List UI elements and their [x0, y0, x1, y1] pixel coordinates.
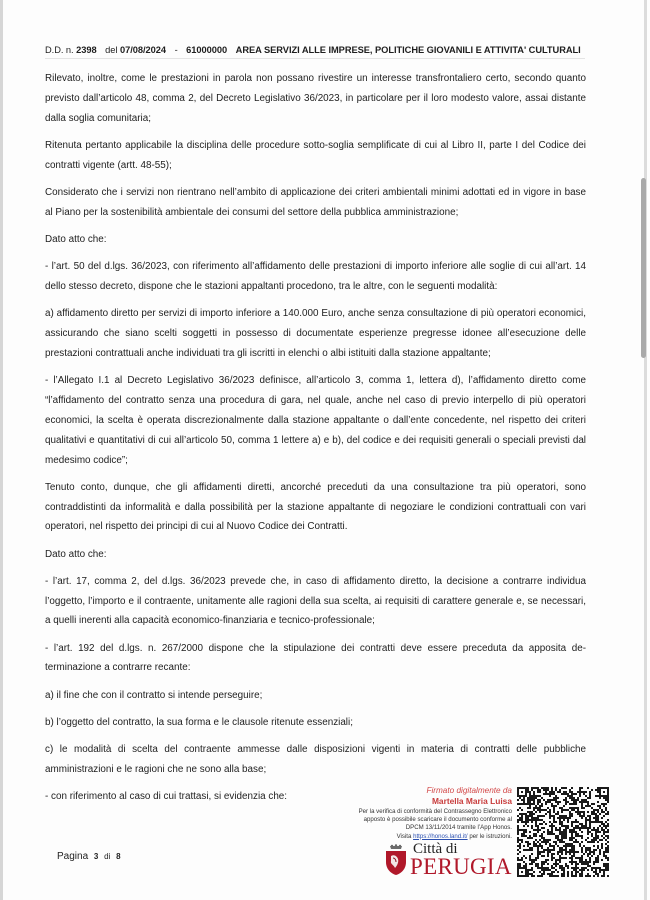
- scrollbar-track[interactable]: [644, 0, 647, 900]
- area-code: 61000000: [186, 45, 228, 55]
- paragraph: Dato atto che:: [45, 548, 107, 560]
- scrollbar-thumb[interactable]: [641, 178, 646, 358]
- paragraph: - l’art. 17, comma 2, del d.lgs. 36/2023 prevede che, in caso di affidamento diretto, la decisione a contrarre individua l’oggetto, l’importo e il contraente, unitamente alle ragioni della sua scelta, ai requisiti di carattere generale e, se necessari, a quelli inerenti alla capacità economico-finanziaria e tecnico-professionale;: [45, 575, 586, 627]
- paragraph: Considerato che i servizi non rientrano nell’ambito di applicazione dei criteri ambientali minimi adottati ed in vigore in base al Piano per la sostenibilità ambientale dei consumi del settore della pubblica amministrazione;: [45, 186, 586, 218]
- pagina-label: Pagina: [57, 851, 89, 862]
- del-label: del: [105, 45, 118, 55]
- di-label: di: [104, 852, 111, 861]
- viewer-left-edge: [0, 0, 3, 900]
- dd-number: 2398: [76, 45, 97, 55]
- qr-modules: [517, 787, 609, 877]
- perugia-coat-of-arms-icon: [385, 844, 407, 876]
- paragraph: Ritenuta pertanto applicabile la disciplina delle procedure sotto-soglia semplificate di cui al Libro II, parte I del Codice dei contratti vigente (artt. 48-55);: [45, 139, 586, 171]
- verification-note: [340, 808, 512, 841]
- paragraph: a) il fine che con il contratto si intende perseguire;: [45, 689, 263, 701]
- note-line: Per la verifica di conformità del Contrassegno Elettronico: [358, 808, 512, 815]
- page-indicator: [57, 851, 124, 862]
- note-line: DPCM 13/11/2014 tramite l’App Honos.: [405, 824, 512, 832]
- dd-label: D.D. n.: [45, 45, 74, 55]
- digital-signature-block: [340, 786, 512, 841]
- note-line: apposto è possibile scaricare il documento conforme al: [363, 816, 512, 824]
- total-pages: 8: [116, 852, 121, 861]
- paragraph: Dato atto che:: [45, 233, 107, 245]
- header-separator: -: [174, 45, 178, 55]
- document-date: 07/08/2024: [119, 45, 167, 55]
- paragraph: - con riferimento al caso di cui trattasi, si evidenzia che:: [45, 790, 288, 802]
- note-line: [340, 833, 512, 841]
- paragraph: b) l’oggetto del contratto, la sua forma e le clausole ritenute essenziali;: [45, 716, 353, 728]
- qr-finder-pattern: [517, 867, 527, 877]
- istruzioni-label: per le istruzioni.: [469, 832, 512, 840]
- qr-finder-pattern: [599, 787, 609, 797]
- document-body: [45, 69, 586, 814]
- current-page: 3: [93, 852, 99, 861]
- area-name: AREA SERVIZI ALLE IMPRESE, POLITICHE GIOVANILI E ATTIVITA' CULTURALI: [235, 45, 581, 55]
- qr-finder-pattern: [517, 787, 527, 797]
- qr-code-icon: [517, 787, 609, 877]
- signer-name: Martella Maria Luisa: [431, 796, 512, 806]
- paragraph: a) affidamento diretto per servizi di importo inferiore a 140.000 Euro, anche senza consultazione di più operatori economici, assicurando che siano scelti soggetti in possesso di documentate esperienze pregresse idonee all’esecuzione delle prestazioni contrattuali anche individuati tra gli iscritti in elenchi o albi istituiti dalla stazione appaltante;: [45, 308, 586, 359]
- signed-by-label: Firmato digitalmente da: [426, 786, 512, 795]
- visita-label: Visita: [396, 832, 412, 840]
- perugia-text: PERUGIA: [410, 854, 512, 879]
- paragraph: Rilevato, inoltre, come le prestazioni in parola non possano rivestire un interesse transfrontaliero certo, secondo quanto previsto dall’articolo 48, comma 2, del Decreto Legislativo 36/2023, in particolare per il loro modesto valore, assai distante dalla soglia comunitaria;: [45, 73, 586, 124]
- paragraph: c) le modalità di scelta del contraente ammesse dalle disposizioni vigenti in materia di contratti delle pubbliche amministrazioni e le ragioni che ne sono alla base;: [45, 743, 586, 775]
- paragraph: - l’art. 192 del d.lgs. n. 267/2000 dispone che la stipulazione dei contratti deve essere preceduta da apposita determinazione a contrarre recante:: [45, 642, 586, 674]
- honos-link[interactable]: https://honos.land.it/: [413, 832, 468, 840]
- citta-di-perugia-logo: [385, 842, 515, 878]
- paragraph: - l’Allegato I.1 al Decreto Legislativo 36/2023 definisce, all’articolo 3, comma 1, lettera d), l’affidamento diretto come “l’affidamento del contratto senza una procedura di gara, nel quale, anche nel caso di previo interpello di più operatori economici, la scelta è operata discrezionalmente dalla stazione appaltante o dall’ente concedente, nel rispetto dei criteri qualitativi e quantitativi di cui all’articolo 50, comma 1 lettere a) e b), del codice e dei requisiti generali o speciali previsti dal medesimo codice”;: [45, 374, 586, 466]
- citta-di-text: Città di: [413, 841, 458, 857]
- paragraph: - l’art. 50 del d.lgs. 36/2023, con riferimento all’affidamento delle prestazioni di importo inferiore alle soglie di cui all’art. 14 dello stesso decreto, dispone che le stazioni appaltanti procedono, tra le altre, con le seguenti modalità:: [45, 261, 586, 292]
- document-header: [45, 45, 585, 59]
- paragraph: Tenuto conto, dunque, che gli affidamenti diretti, ancorché preceduti da una consultazione tra più operatori, sono contraddistinti da informalità e dalla possibilità per la stazione appaltante di negoziare le condizioni contrattuali con vari operatori, nel rispetto dei principi di cui al Nuovo Codice dei Contratti.: [45, 481, 586, 533]
